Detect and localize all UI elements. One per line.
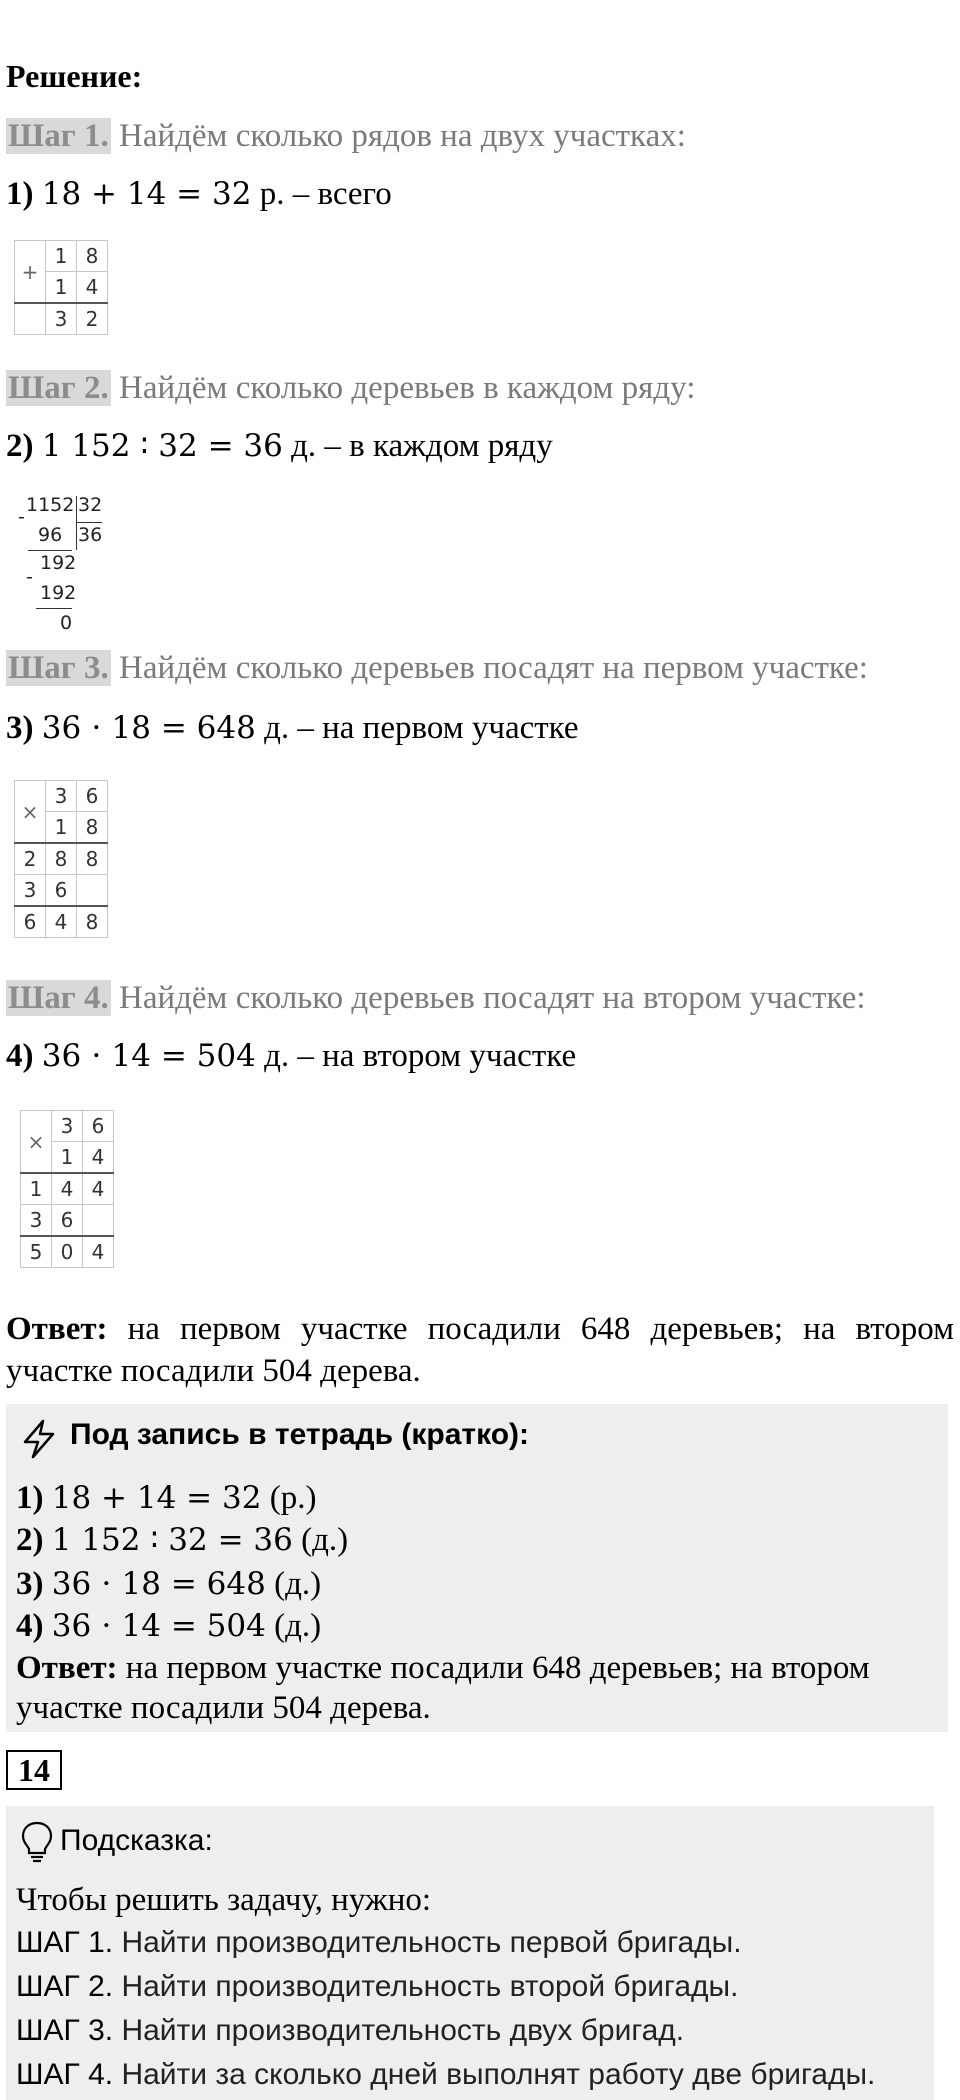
calc-4-expr: 36 ⋅ 14 = 504 <box>41 1038 256 1074</box>
grid-cell: 8 <box>77 812 108 844</box>
calc-2-expr: 1 152 ∶ 32 = 36 <box>41 428 283 464</box>
hint-step-text: Найти производительность второй бригады. <box>113 1970 739 2003</box>
step-1 <box>6 118 686 155</box>
hint-item-2 <box>16 1968 738 2005</box>
ldiv-divisor: 32 <box>78 494 103 516</box>
grid-cell: 8 <box>77 241 108 272</box>
lightbulb-icon <box>20 1820 54 1869</box>
grid-cell: 4 <box>83 1173 114 1205</box>
grid-cell: 1 <box>52 1142 83 1174</box>
notebook-box <box>6 1404 948 1732</box>
grid-cell: 8 <box>77 906 108 938</box>
ldiv-hline <box>28 550 72 551</box>
calc-1-expr: 18 + 14 = 32 <box>41 176 252 212</box>
calc-1-text: р. – всего <box>251 176 392 212</box>
step-2-tag: Шаг 2. <box>8 370 109 406</box>
calc-line-1 <box>6 176 392 213</box>
grid-cell: 2 <box>15 843 46 875</box>
grid-cell: 1 <box>46 812 77 844</box>
grid-cell: 1 <box>46 241 77 272</box>
grid-cell: 6 <box>83 1111 114 1142</box>
ldiv-hline <box>36 608 72 609</box>
grid-cell: 1 <box>46 272 77 304</box>
lightning-icon <box>18 1418 60 1465</box>
grid-cell: 0 <box>52 1236 83 1268</box>
step-4 <box>6 980 866 1017</box>
grid-cell: 3 <box>15 875 46 907</box>
notebook-line-4 <box>16 1608 321 1645</box>
grid-cell <box>15 303 46 335</box>
multiplication-grid-2 <box>20 1110 114 1268</box>
grid-cell: 6 <box>15 906 46 938</box>
grid-cell: 3 <box>52 1111 83 1142</box>
grid-cell: 3 <box>46 781 77 812</box>
answer <box>6 1308 954 1392</box>
hint-step-key: ШАГ 1. <box>16 1926 114 1959</box>
calc-2-text: д. – в каждом ряду <box>282 428 553 464</box>
notebook-line-3 <box>16 1566 321 1603</box>
notebook-unit: (р.) <box>261 1480 317 1516</box>
notebook-num: 2) <box>16 1522 44 1558</box>
grid-cell: 8 <box>77 843 108 875</box>
ldiv-minus: - <box>18 506 25 528</box>
grid1-operator: + <box>15 241 46 304</box>
grid-cell: 6 <box>46 875 77 907</box>
calc-3-expr: 36 ⋅ 18 = 648 <box>41 710 256 746</box>
hint-step-text: Найти производительность двух бригад. <box>113 2014 685 2047</box>
grid-cell: 6 <box>77 781 108 812</box>
calc-line-2 <box>6 428 553 465</box>
notebook-expr: 36 ⋅ 14 = 504 <box>51 1608 266 1644</box>
solution-heading: Решение: <box>6 58 143 94</box>
grid-cell: 4 <box>52 1173 83 1205</box>
notebook-expr: 18 + 14 = 32 <box>51 1480 262 1516</box>
hint-item-4 <box>16 2056 875 2093</box>
answer-label: Ответ: <box>6 1311 108 1347</box>
grid-cell: 5 <box>21 1236 52 1268</box>
notebook-unit: (д.) <box>292 1522 349 1558</box>
notebook-expr: 1 152 ∶ 32 = 36 <box>51 1522 293 1558</box>
hint-step-key: ШАГ 4. <box>16 2058 114 2091</box>
hint-item-3 <box>16 2012 684 2049</box>
grid-cell: 6 <box>52 1205 83 1237</box>
ldiv-subtrahend-2: 192 <box>40 582 77 604</box>
notebook-unit: (д.) <box>265 1608 322 1644</box>
hint-step-key: ШАГ 2. <box>16 1970 114 2003</box>
ldiv-minus: - <box>26 566 33 588</box>
step-4-tag: Шаг 4. <box>8 980 109 1016</box>
ldiv-dividend: 1152 <box>26 494 75 516</box>
ldiv-remainder-1: 192 <box>40 552 77 574</box>
grid-cell <box>83 1205 114 1237</box>
calc-line-4 <box>6 1038 576 1075</box>
long-division <box>14 494 104 640</box>
step-2-text: Найдём сколько деревьев в каждом ряду: <box>110 370 696 406</box>
ldiv-vline <box>76 496 77 550</box>
calc-4-num: 4) <box>6 1038 34 1074</box>
step-3-tag: Шаг 3. <box>8 650 109 686</box>
calc-2-num: 2) <box>6 428 34 464</box>
multiplication-grid-1 <box>14 780 108 938</box>
notebook-num: 4) <box>16 1608 44 1644</box>
grid-cell: 3 <box>21 1205 52 1237</box>
calc-4-text: д. – на втором участке <box>255 1038 577 1074</box>
grid-cell: 4 <box>83 1236 114 1268</box>
ldiv-hline <box>76 522 102 523</box>
step-1-text: Найдём сколько рядов на двух участках: <box>110 118 686 154</box>
notebook-answer-text: на первом участке посадили 648 деревьев; на втором <box>117 1650 870 1686</box>
grid-cell <box>77 875 108 907</box>
step-1-tag: Шаг 1. <box>8 118 109 154</box>
hint-title: Подсказка: <box>60 1824 213 1857</box>
grid-cell: 4 <box>83 1142 114 1174</box>
notebook-line-1 <box>16 1480 316 1517</box>
hint-box <box>6 1806 934 2100</box>
step-4-text: Найдём сколько деревьев посадят на втором участке: <box>110 980 866 1016</box>
step-2 <box>6 370 695 407</box>
hint-item-1 <box>16 1924 742 1961</box>
grid-cell: 1 <box>21 1173 52 1205</box>
notebook-answer-line-1 <box>16 1650 870 1687</box>
notebook-title: Под запись в тетрадь (кратко): <box>70 1418 530 1451</box>
notebook-expr: 36 ⋅ 18 = 648 <box>51 1566 266 1602</box>
addition-grid <box>14 240 108 335</box>
notebook-line-2 <box>16 1522 348 1559</box>
ldiv-subtrahend-1: 96 <box>38 524 63 546</box>
hint-intro: Чтобы решить задачу, нужно: <box>16 1882 432 1918</box>
grid3-operator: × <box>15 781 46 844</box>
calc-line-3 <box>6 710 579 747</box>
calc-3-text: д. – на первом участке <box>255 710 579 746</box>
hint-step-text: Найти производительность первой бригады. <box>113 1926 742 1959</box>
task-number: 14 <box>6 1750 62 1790</box>
grid-cell: 2 <box>77 303 108 335</box>
ldiv-quotient: 36 <box>78 524 103 546</box>
grid4-operator: × <box>21 1111 52 1174</box>
hint-step-key: ШАГ 3. <box>16 2014 114 2047</box>
calc-1-num: 1) <box>6 176 34 212</box>
notebook-unit: (д.) <box>265 1566 322 1602</box>
grid-cell: 3 <box>46 303 77 335</box>
step-3-text: Найдём сколько деревьев посадят на первом участке: <box>110 650 868 686</box>
grid-cell: 4 <box>46 906 77 938</box>
notebook-num: 3) <box>16 1566 44 1602</box>
grid-cell: 4 <box>77 272 108 304</box>
ldiv-remainder-final: 0 <box>60 612 73 634</box>
calc-3-num: 3) <box>6 710 34 746</box>
notebook-answer-label: Ответ: <box>16 1650 118 1686</box>
notebook-answer-line-2: участке посадили 504 дерева. <box>16 1690 431 1726</box>
notebook-num: 1) <box>16 1480 44 1516</box>
answer-text: на первом участке посадили 648 деревьев; на втором участке посадили 504 дерева. <box>6 1311 954 1389</box>
grid-cell: 8 <box>46 843 77 875</box>
step-3 <box>6 650 868 687</box>
hint-step-text: Найти за сколько дней выполнят работу две бригады. <box>113 2058 876 2091</box>
